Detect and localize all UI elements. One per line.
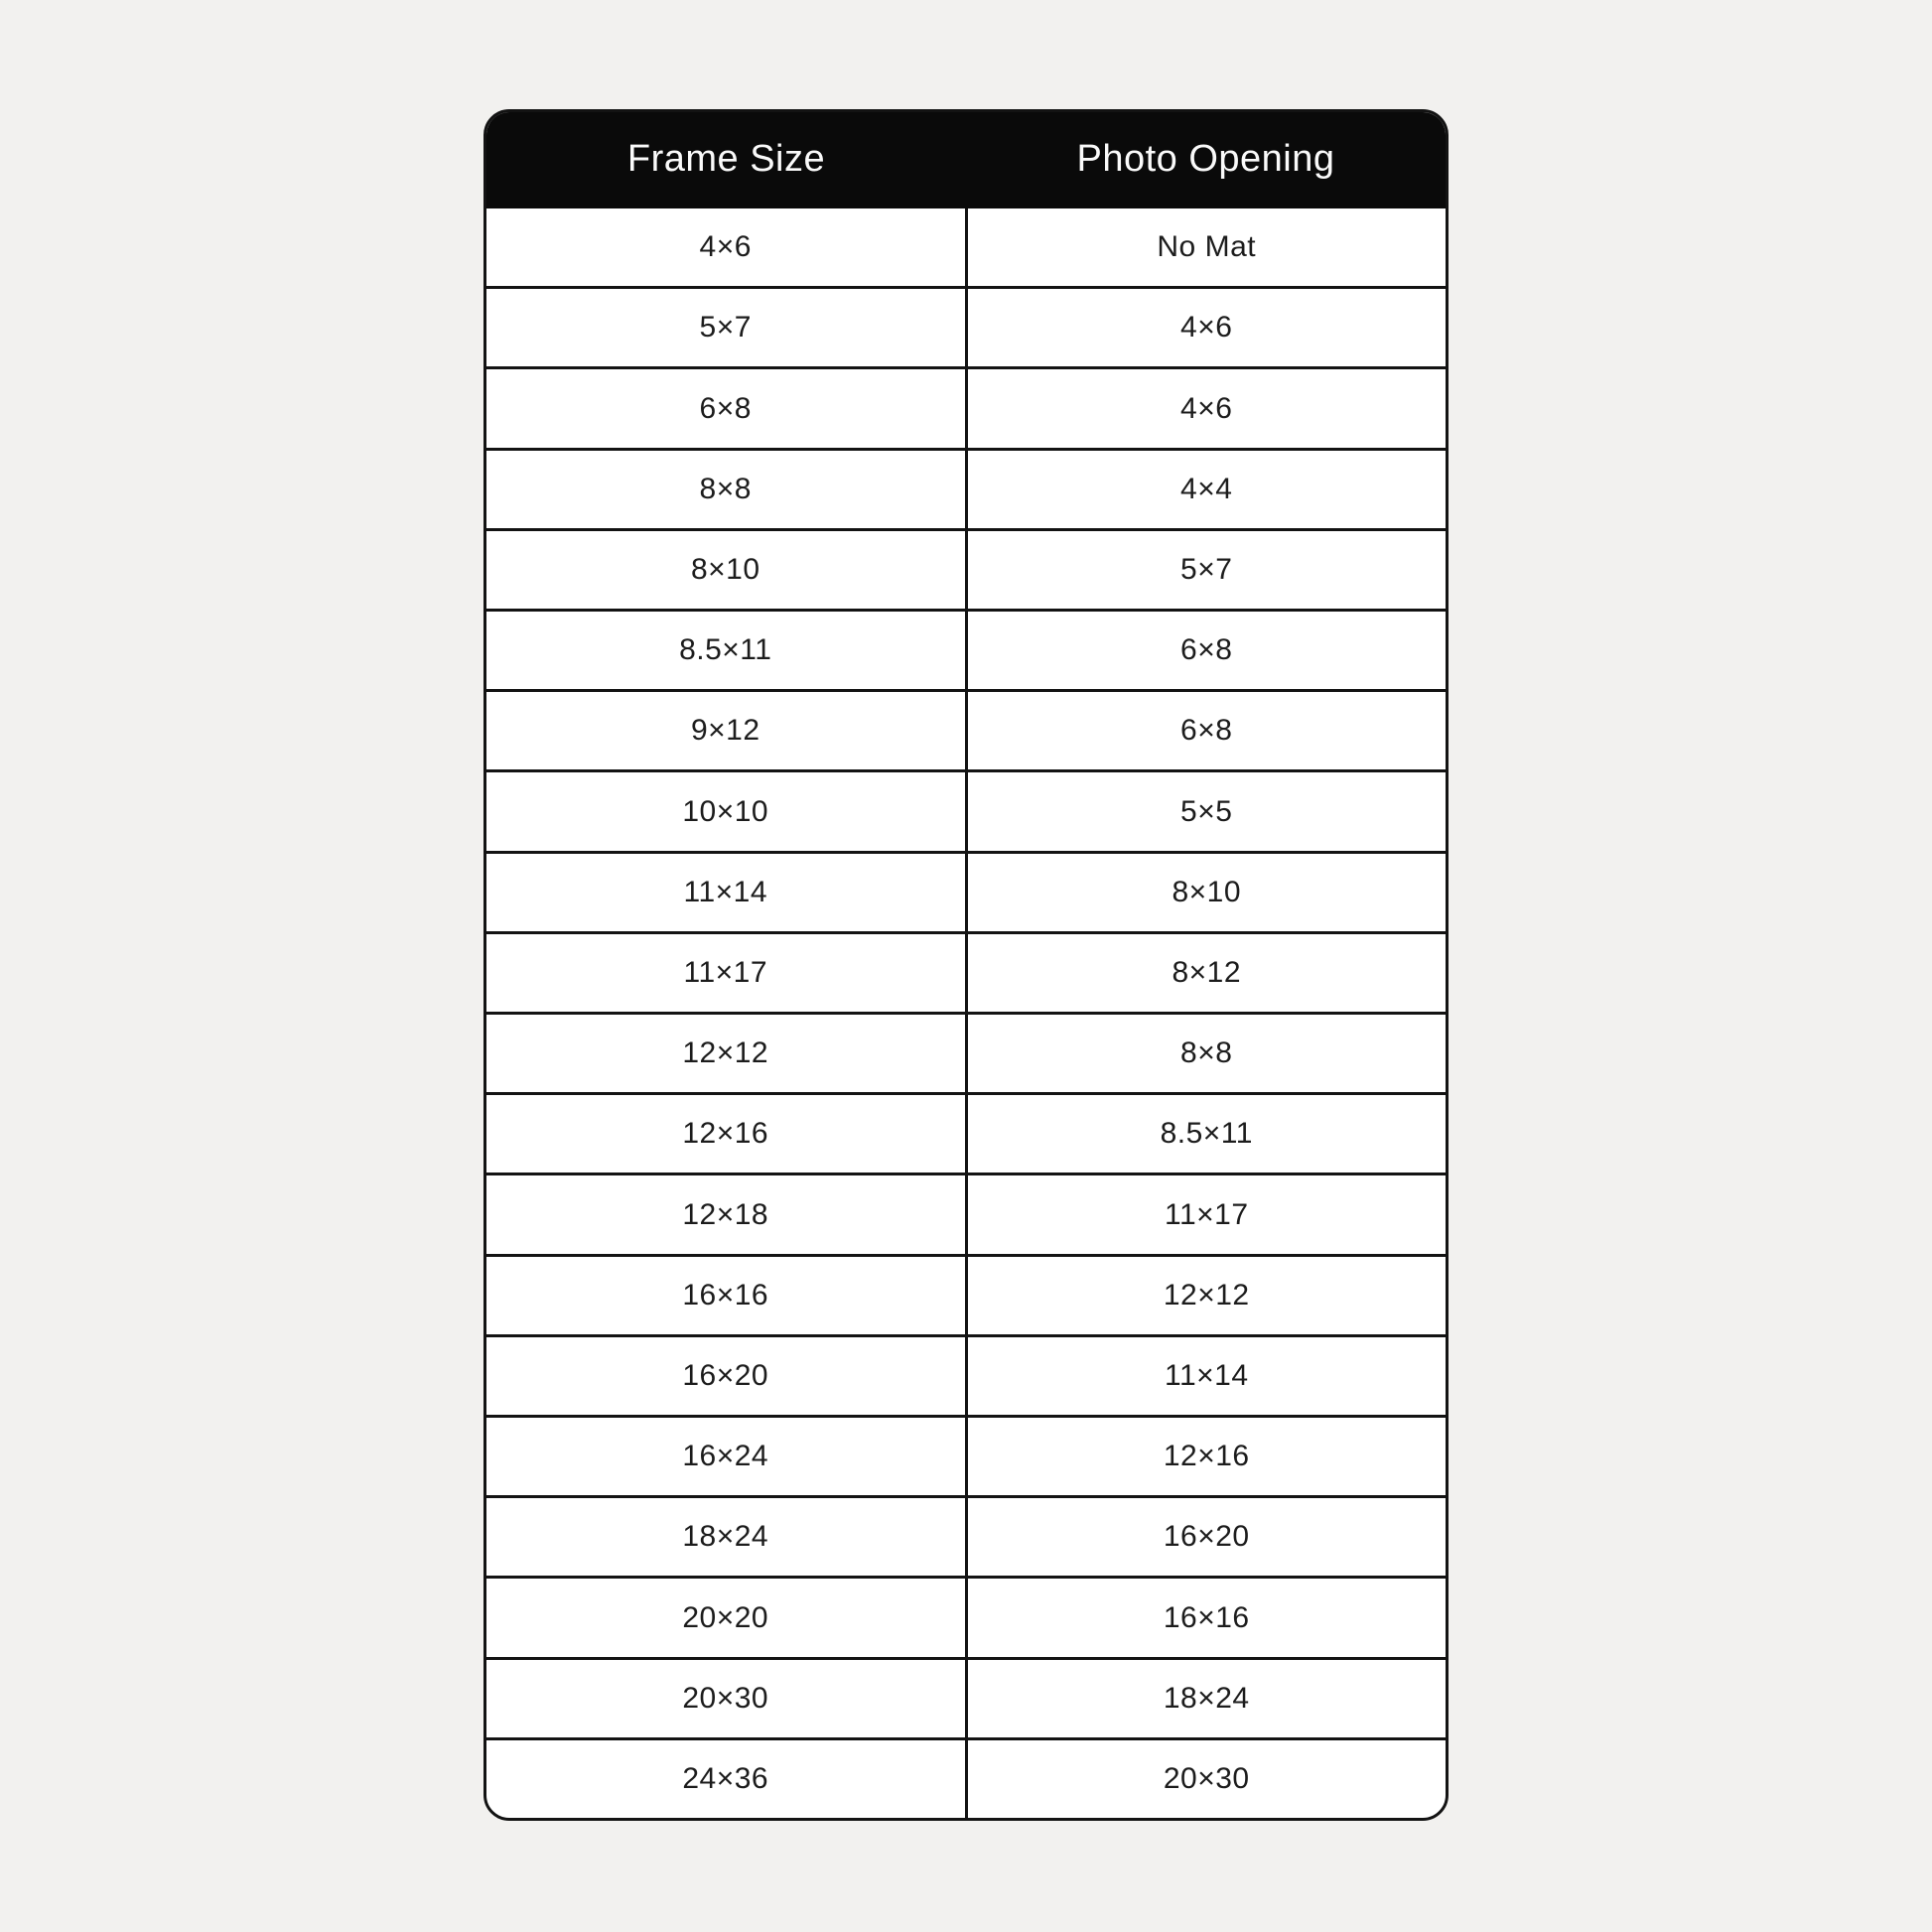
frame-size-cell: 11×14 <box>486 854 968 931</box>
table-row <box>486 931 1446 1012</box>
table-row <box>486 1495 1446 1576</box>
frame-size-cell: 20×30 <box>486 1660 968 1737</box>
table-row <box>486 528 1446 609</box>
photo-opening-cell: 8×8 <box>1180 1036 1233 1070</box>
photo-opening-cell: 6×8 <box>1180 633 1233 667</box>
photo-opening-cell: 20×30 <box>1163 1761 1250 1795</box>
photo-opening-cell: 4×4 <box>1180 472 1233 505</box>
table-row <box>486 1254 1446 1334</box>
column-header-frame-size: Frame Size <box>626 137 826 180</box>
table-header-row <box>483 109 1449 208</box>
table-row <box>486 1334 1446 1415</box>
table-row <box>486 1657 1446 1737</box>
frame-size-cell: 12×18 <box>486 1175 968 1253</box>
photo-opening-cell: 4×6 <box>1180 311 1233 345</box>
table-row <box>486 609 1446 689</box>
table-row <box>486 1173 1446 1253</box>
photo-opening-cell: No Mat <box>1157 230 1257 264</box>
frame-size-cell: 8.5×11 <box>486 612 968 689</box>
frame-size-cell: 8×10 <box>486 531 968 609</box>
frame-size-cell: 18×24 <box>486 1498 968 1576</box>
photo-opening-cell: 11×17 <box>1164 1197 1249 1231</box>
photo-opening-cell: 5×7 <box>1180 552 1233 586</box>
frame-size-cell: 9×12 <box>486 692 968 769</box>
photo-opening-cell: 6×8 <box>1180 714 1233 748</box>
frame-size-cell: 16×20 <box>486 1337 968 1415</box>
photo-opening-cell: 11×14 <box>1164 1358 1249 1392</box>
table-body <box>486 208 1446 1818</box>
frame-size-cell: 16×24 <box>486 1418 968 1495</box>
table-row <box>486 1012 1446 1092</box>
frame-size-cell: 6×8 <box>486 369 968 447</box>
frame-size-conversion-table <box>483 109 1449 1821</box>
frame-size-cell: 12×12 <box>486 1015 968 1092</box>
table-row <box>486 286 1446 366</box>
table-row <box>486 1415 1446 1495</box>
frame-size-cell: 8×8 <box>486 451 968 528</box>
table-row <box>486 448 1446 528</box>
table-row <box>486 1092 1446 1173</box>
table-row <box>486 1576 1446 1656</box>
frame-size-cell: 11×17 <box>486 934 968 1012</box>
frame-size-cell: 12×16 <box>486 1095 968 1173</box>
photo-opening-cell: 4×6 <box>1180 391 1233 425</box>
frame-size-cell: 16×16 <box>486 1257 968 1334</box>
photo-opening-cell: 5×5 <box>1180 794 1233 828</box>
table-row <box>486 366 1446 447</box>
photo-opening-cell: 8×12 <box>1172 955 1242 989</box>
table-row <box>486 769 1446 850</box>
table-row <box>486 689 1446 769</box>
photo-opening-cell: 16×16 <box>1163 1600 1250 1634</box>
table-row <box>486 1737 1446 1818</box>
photo-opening-cell: 8.5×11 <box>1160 1117 1253 1151</box>
photo-opening-cell: 12×16 <box>1163 1440 1250 1473</box>
frame-size-cell: 24×36 <box>486 1740 968 1818</box>
frame-size-cell: 5×7 <box>486 289 968 366</box>
frame-size-cell: 20×20 <box>486 1579 968 1656</box>
frame-size-cell: 4×6 <box>486 208 968 286</box>
photo-opening-cell: 16×20 <box>1163 1520 1250 1554</box>
photo-opening-cell: 12×12 <box>1163 1278 1250 1311</box>
photo-opening-cell: 18×24 <box>1163 1681 1250 1715</box>
frame-size-cell: 10×10 <box>486 772 968 850</box>
column-header-photo-opening: Photo Opening <box>1076 137 1335 180</box>
table-row <box>486 851 1446 931</box>
photo-opening-cell: 8×10 <box>1172 875 1242 908</box>
table-row <box>486 208 1446 286</box>
